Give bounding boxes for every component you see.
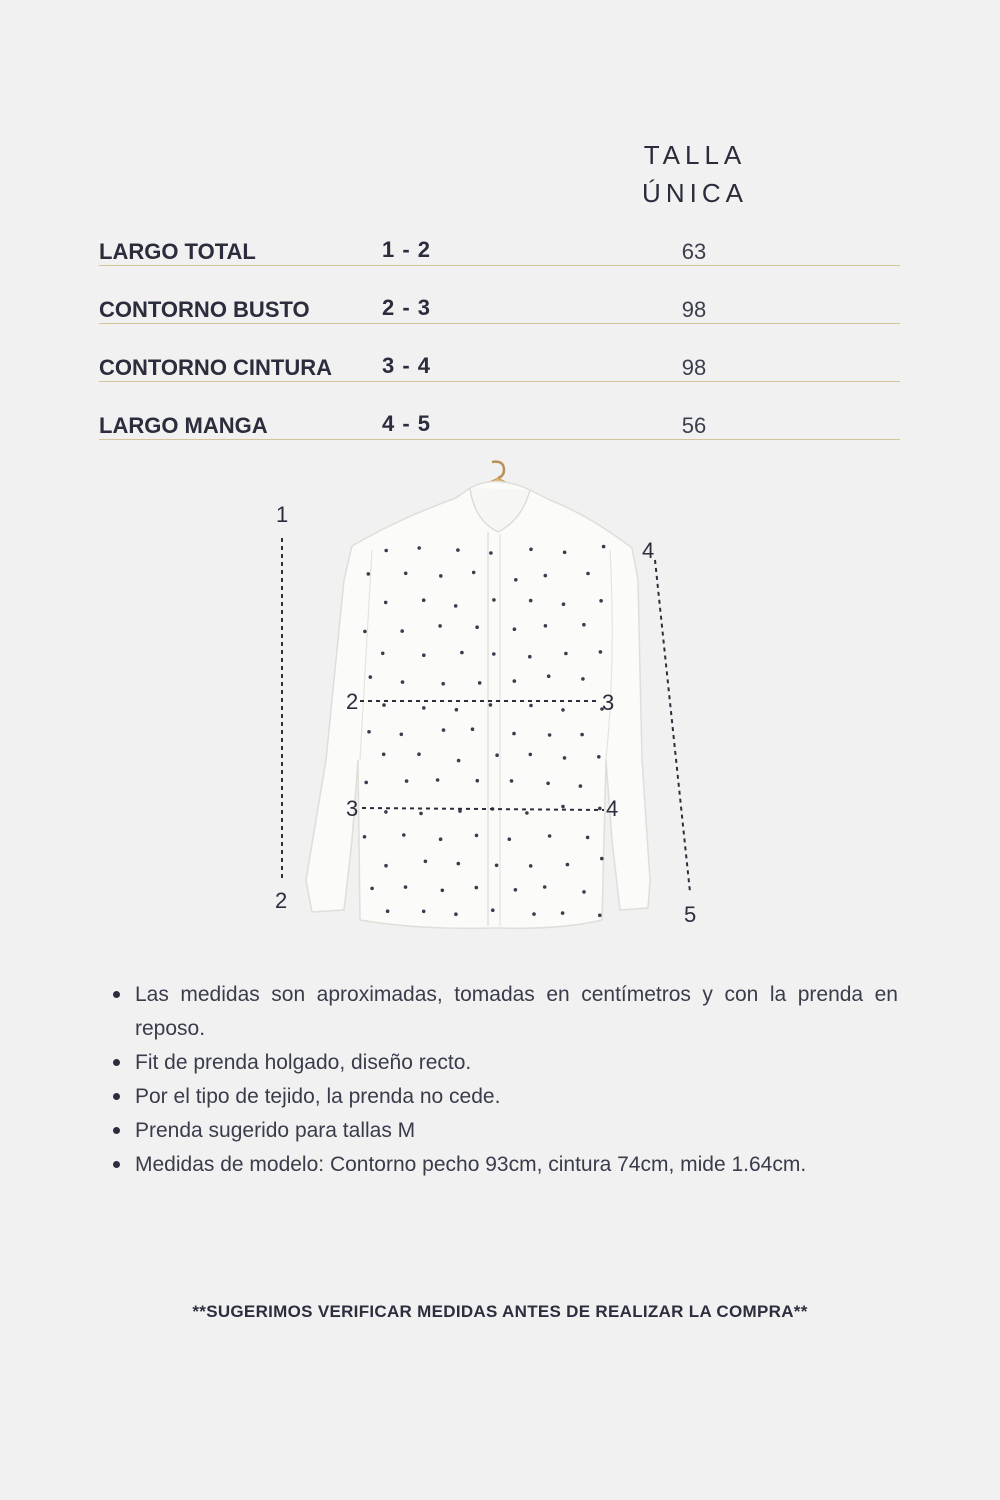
polka-dot xyxy=(508,837,512,841)
polka-dot xyxy=(492,598,496,602)
polka-dot xyxy=(478,681,482,685)
polka-dot xyxy=(597,755,601,759)
polka-dot xyxy=(384,549,388,553)
polka-dot xyxy=(405,779,409,783)
note-item: Las medidas son aproximadas, tomadas en centímetros y con la prenda en reposo. xyxy=(105,978,898,1046)
polka-dot xyxy=(547,674,551,678)
point-label-1-top: 1 xyxy=(276,502,289,527)
polka-dot xyxy=(419,812,423,816)
polka-dot xyxy=(579,784,583,788)
polka-dot xyxy=(544,624,548,628)
polka-dot xyxy=(441,682,445,686)
measurement-name: LARGO MANGA xyxy=(99,413,268,438)
measurement-name: CONTORNO CINTURA xyxy=(99,355,333,380)
polka-dot xyxy=(561,805,565,809)
polka-dot xyxy=(563,551,567,555)
polka-dot xyxy=(489,703,493,707)
polka-dot xyxy=(369,675,373,679)
polka-dot xyxy=(382,753,386,757)
measurement-points: 1 - 2 xyxy=(382,237,432,262)
polka-dot xyxy=(475,834,479,838)
polka-dot xyxy=(582,623,586,627)
garment-measurement-figure xyxy=(260,460,720,940)
point-label-2-bottom: 2 xyxy=(275,888,288,913)
polka-dot xyxy=(363,630,367,634)
polka-dot xyxy=(458,809,462,813)
polka-dot xyxy=(441,889,445,893)
measurement-row-contorno-cintura xyxy=(99,341,900,382)
measurement-value: 98 xyxy=(681,297,707,322)
polka-dot xyxy=(475,886,479,890)
polka-dot xyxy=(586,572,590,576)
polka-dot xyxy=(564,652,568,656)
polka-dot xyxy=(457,862,461,866)
polka-dot xyxy=(404,572,408,576)
polka-dot xyxy=(492,652,496,656)
polka-dot xyxy=(422,910,426,914)
polka-dot xyxy=(476,779,480,783)
polka-dot xyxy=(400,733,404,737)
note-item: Por el tipo de tejido, la prenda no cede. xyxy=(105,1080,898,1114)
polka-dot xyxy=(513,679,517,683)
polka-dot xyxy=(581,677,585,681)
disclaimer-text: **SUGERIMOS VERIFICAR MEDIDAS ANTES DE REALIZAR LA COMPRA** xyxy=(192,1302,808,1321)
polka-dot xyxy=(544,574,548,578)
polka-dot xyxy=(367,730,371,734)
polka-dot xyxy=(370,887,374,891)
polka-dot xyxy=(586,836,590,840)
measurement-name: LARGO TOTAL xyxy=(99,239,256,264)
polka-dot xyxy=(417,546,421,550)
polka-dot xyxy=(472,571,476,575)
point-label-5-sleeve: 5 xyxy=(684,902,697,927)
size-header-line1: TALLA xyxy=(643,140,747,170)
polka-dot xyxy=(384,601,388,605)
measurement-value: 63 xyxy=(681,239,707,264)
polka-dot xyxy=(582,890,586,894)
polka-dot xyxy=(456,548,460,552)
polka-dot xyxy=(529,599,533,603)
polka-dot xyxy=(424,860,428,864)
polka-dot xyxy=(400,629,404,633)
polka-dot xyxy=(402,833,406,837)
polka-dot xyxy=(454,912,458,916)
polka-dot xyxy=(598,914,602,918)
polka-dot xyxy=(422,598,426,602)
point-label-2-bust: 2 xyxy=(346,689,359,714)
polka-dot xyxy=(600,857,604,861)
measurement-row-largo-manga xyxy=(99,399,900,440)
polka-dot xyxy=(563,756,567,760)
polka-dot xyxy=(599,650,603,654)
point-label-4-sleeve: 4 xyxy=(642,538,655,563)
polka-dot xyxy=(455,708,459,712)
polka-dot xyxy=(598,807,602,811)
note-item: Fit de prenda holgado, diseño recto. xyxy=(105,1046,898,1080)
measurement-points: 4 - 5 xyxy=(382,411,432,436)
point-label-3-waist: 3 xyxy=(346,796,359,821)
polka-dot xyxy=(548,834,552,838)
polka-dot xyxy=(514,888,518,892)
polka-dot xyxy=(475,625,479,629)
polka-dot xyxy=(543,885,547,889)
polka-dot xyxy=(422,653,426,657)
shirt-illustration xyxy=(260,460,720,940)
polka-dot xyxy=(561,708,565,712)
point-label-3-bust: 3 xyxy=(602,690,615,715)
size-column-header xyxy=(600,136,790,212)
polka-dot xyxy=(457,759,461,763)
measurement-value: 98 xyxy=(681,355,707,380)
polka-dot xyxy=(602,545,606,549)
polka-dot xyxy=(454,604,458,608)
measurement-row-contorno-busto xyxy=(99,283,900,324)
polka-dot xyxy=(599,599,603,603)
measurement-name: CONTORNO BUSTO xyxy=(99,297,310,322)
polka-dot xyxy=(546,782,550,786)
measurement-value: 56 xyxy=(681,413,707,438)
measurement-points: 2 - 3 xyxy=(382,295,432,320)
polka-dot xyxy=(381,652,385,656)
polka-dot xyxy=(510,779,514,783)
polka-dot xyxy=(489,551,493,555)
measurement-row-largo-total xyxy=(99,225,900,266)
polka-dot xyxy=(460,651,464,655)
polka-dot xyxy=(442,728,446,732)
polka-dot xyxy=(367,572,371,576)
polka-dot xyxy=(384,810,388,814)
polka-dot xyxy=(382,703,386,707)
polka-dot xyxy=(561,911,565,915)
sleeve-line xyxy=(655,560,690,892)
notes-list xyxy=(105,978,898,1182)
polka-dot xyxy=(512,732,516,736)
polka-dot xyxy=(580,733,584,737)
polka-dot xyxy=(417,752,421,756)
polka-dot xyxy=(436,778,440,782)
polka-dot xyxy=(386,909,390,913)
measurement-points: 3 - 4 xyxy=(382,353,432,378)
note-item: Prenda sugerido para tallas M xyxy=(105,1114,898,1148)
polka-dot xyxy=(525,811,529,815)
polka-dot xyxy=(495,864,499,868)
polka-dot xyxy=(404,885,408,889)
note-item: Medidas de modelo: Contorno pecho 93cm, cintura 74cm, mide 1.64cm. xyxy=(105,1148,898,1182)
polka-dot xyxy=(439,574,443,578)
polka-dot xyxy=(364,781,368,785)
polka-dot xyxy=(491,908,495,912)
polka-dot xyxy=(514,578,518,582)
point-label-4-waist: 4 xyxy=(606,796,619,821)
polka-dot xyxy=(548,733,552,737)
polka-dot xyxy=(495,753,499,757)
polka-dot xyxy=(439,837,443,841)
polka-dot xyxy=(566,863,570,867)
polka-dot xyxy=(513,627,517,631)
polka-dot xyxy=(438,624,442,628)
polka-dot xyxy=(532,912,536,916)
polka-dot xyxy=(562,602,566,606)
size-header-line2: ÚNICA xyxy=(642,178,748,208)
polka-dot xyxy=(529,704,533,708)
polka-dot xyxy=(401,680,405,684)
polka-dot xyxy=(529,864,533,868)
polka-dot xyxy=(363,835,367,839)
polka-dot xyxy=(384,864,388,868)
polka-dot xyxy=(529,753,533,757)
polka-dot xyxy=(471,727,475,731)
polka-dot xyxy=(422,706,426,710)
polka-dot xyxy=(528,655,532,659)
polka-dot xyxy=(529,548,533,552)
